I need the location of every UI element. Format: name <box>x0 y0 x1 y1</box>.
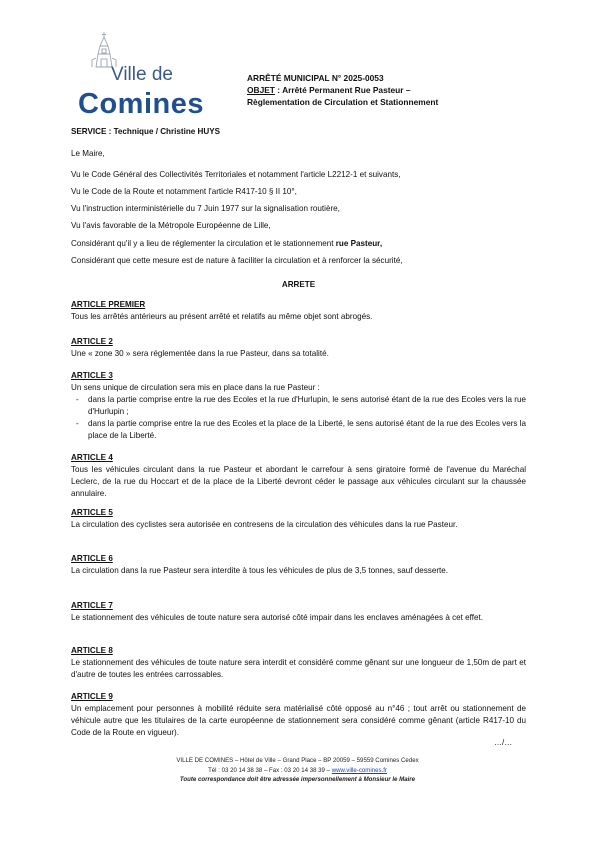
article-title: ARTICLE 2 <box>71 337 113 346</box>
considerant-3: Vu l'instruction interministérielle du 7 Juin 1977 sur la signalisation routière, <box>71 204 340 213</box>
list-item: - dans la partie comprise entre la rue des Ecoles et la place de la Liberté, le sens autorisé étant de la rue des Ecoles vers la place de la Liberté. <box>71 418 526 442</box>
article-7 <box>71 600 526 624</box>
article-title: ARTICLE 3 <box>71 371 113 380</box>
footer <box>60 756 535 785</box>
considerant-5-text: Considérant qu'il y a lieu de réglementer la circulation et le stationnement <box>71 239 336 248</box>
considerant-6: Considérant que cette mesure est de nature à faciliter la circulation et à renforcer la sécurité, <box>71 256 403 265</box>
arrete-heading: ARRETE <box>281 280 316 289</box>
logo-ville-de: Ville de <box>111 64 173 85</box>
article-title: ARTICLE 7 <box>71 601 113 610</box>
article-5 <box>71 507 526 531</box>
service-line: SERVICE : Technique / Christine HUYS <box>71 127 221 136</box>
objet-line-2: Règlementation de Circulation et Stationnement <box>247 97 439 107</box>
article-1 <box>71 299 526 323</box>
objet-label: OBJET <box>247 85 275 95</box>
considerant-5 <box>71 238 526 250</box>
article-text: Le stationnement des véhicules de toute nature sera interdit et considéré comme gênant sur une longueur de 1,50m de part et d'autre de toutes les entrées carrossables. <box>71 658 526 680</box>
article-8 <box>71 645 526 681</box>
article-text: Tous les arrêtés antérieurs au présent arrêté et relatifs au même objet sont abrogés. <box>71 312 373 322</box>
article-9 <box>71 691 526 739</box>
salutation: Le Maire, <box>71 149 105 158</box>
article-title: ARTICLE 6 <box>71 554 113 563</box>
considerant-4: Vu l'avis favorable de la Métropole Européenne de Lille, <box>71 221 271 230</box>
article-3 <box>71 370 526 443</box>
article-text: La circulation des cyclistes sera autorisée en contresens de la circulation des véhicules dans la rue Pasteur. <box>71 520 458 530</box>
considerant-1: Vu le Code Général des Collectivités Territoriales et notamment l'article L2212-1 et suivants, <box>71 170 401 179</box>
objet-line <box>247 84 547 96</box>
article-text: Le stationnement des véhicules de toute nature sera autorisé côté impair dans les enclaves aménagées à cet effet. <box>71 613 483 623</box>
article-4 <box>71 452 526 500</box>
article-title: ARTICLE 4 <box>71 453 113 462</box>
document-header <box>247 72 547 108</box>
logo-comines: Comines <box>78 88 204 120</box>
continuation-mark: …/… <box>494 738 513 747</box>
article-text: Un emplacement pour personnes à mobilité réduite sera matérialisé côté opposé au n°46 ; tout arrêt ou stationnement de véhicule autre que les titulaires de la carte européenne de stationnement sera considéré comme gênant (article R417-10 du Code de la Route en vigueur). <box>71 704 526 738</box>
footer-notice: Toute correspondance doit être adressée impersonnellement à Monsieur le Maire <box>179 776 416 783</box>
article-2 <box>71 336 526 360</box>
article-text: Un sens unique de circulation sera mis en place dans la rue Pasteur : <box>71 383 320 393</box>
comines-logo <box>78 36 204 120</box>
footer-address: VILLE DE COMINES – Hôtel de Ville – Grand Place – BP 20059 – 59559 Comines Cedex <box>176 757 419 764</box>
footer-contact <box>60 766 535 776</box>
objet-text: : Arrêté Permanent Rue Pasteur – <box>274 85 411 95</box>
list-item: - dans la partie comprise entre la rue des Ecoles et la rue d'Hurlupin, le sens autorisé étant de la rue des Ecoles vers la rue d'Hurlupin ; <box>71 394 526 418</box>
article-title: ARTICLE 8 <box>71 646 113 655</box>
considerant-5-street: rue Pasteur, <box>335 239 383 248</box>
arrete-number: ARRÊTÉ MUNICIPAL N° 2025-0053 <box>247 73 384 83</box>
article-title: ARTICLE 5 <box>71 508 113 517</box>
considerant-2: Vu le Code de la Route et notamment l'article R417-10 § II 10°, <box>71 187 297 196</box>
church-spire-icon <box>90 32 118 68</box>
website-link[interactable]: www.ville-comines.fr <box>331 766 387 774</box>
footer-phone-fax: Tél : 03 20 14 38 38 – Fax : 03 20 14 38 39 – <box>208 766 332 774</box>
article-6 <box>71 553 526 577</box>
article-text: Tous les véhicules circulant dans la rue Pasteur et abordant le carrefour à sens giratoire formé de l'avenue du Maréchal Leclerc, de la rue du Hoccart et de la place de la Liberté devront céder le passage aux véhicules circulant sur la chaussée annulaire. <box>71 465 526 499</box>
article-text: Une « zone 30 » sera réglementée dans la rue Pasteur, dans sa totalité. <box>71 349 329 359</box>
article-title: ARTICLE PREMIER <box>71 300 146 309</box>
article-3-list <box>71 394 526 442</box>
article-text: La circulation dans la rue Pasteur sera interdite à tous les véhicules de plus de 3,5 tonnes, sauf desserte. <box>71 566 449 576</box>
article-title: ARTICLE 9 <box>71 692 113 701</box>
